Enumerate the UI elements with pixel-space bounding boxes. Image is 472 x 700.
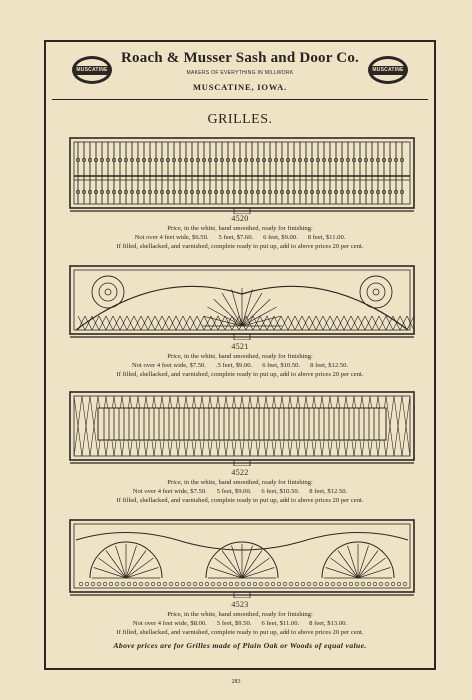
price-intro: Price, in the white, hand smoothed, ready for finishing: xyxy=(167,353,313,360)
page-header xyxy=(46,42,434,102)
price-8ft: 8 feet, $12.50. xyxy=(309,488,348,495)
price-6ft: 6 feet, $11.00. xyxy=(261,620,300,627)
price-row xyxy=(46,233,434,242)
price-6ft: 6 feet, $9.00. xyxy=(263,234,298,241)
seal-label: MUSCATINE xyxy=(76,67,108,73)
item-number: 4522 xyxy=(231,468,249,477)
price-5ft: 5 feet, $9.00. xyxy=(216,488,252,495)
page-title: GRILLES. xyxy=(207,112,273,127)
finish-note: If filled, shellacked, and varnished, complete ready to put up, add to above prices 20 per cent. xyxy=(116,371,364,378)
seal-label: MUSCATINE xyxy=(372,67,404,73)
item-number: 4520 xyxy=(231,214,249,223)
price-6ft: 6 feet, $10.50. xyxy=(261,488,300,495)
item-number: 4521 xyxy=(231,342,249,351)
price-4ft: Not over 4 feet wide, $6.50. xyxy=(134,234,209,241)
page-number: 283 xyxy=(231,679,241,685)
grille-4523-illustration xyxy=(68,518,416,598)
grille-4521-illustration xyxy=(68,264,416,340)
price-5ft: .5 feet, $9.00. xyxy=(215,362,253,369)
price-5ft: 5 feet, $9.50. xyxy=(216,620,252,627)
price-4ft: Not over 4 feet wide, $8.00. xyxy=(132,620,207,627)
price-8ft: 8 feet, $12.50. xyxy=(310,362,349,369)
price-4ft: Not over 4 feet wide, $7.50. xyxy=(131,362,206,369)
price-row xyxy=(46,361,434,370)
grille-4520-illustration xyxy=(68,136,416,214)
price-5ft: 5 feet, $7.60. xyxy=(218,234,254,241)
price-8ft: 8 feet, $13.00. xyxy=(309,620,348,627)
company-city: MUSCATINE, IOWA. xyxy=(192,82,288,92)
price-8ft: 8 feet, $11.00. xyxy=(307,234,346,241)
price-row xyxy=(46,619,434,628)
company-tagline: MAKERS OF EVERYTHING IN MILLWORK xyxy=(186,70,294,76)
header-divider xyxy=(52,99,428,100)
finish-note: If filled, shellacked, and varnished, complete ready to put up, add to above prices 20 per cent. xyxy=(116,243,364,250)
price-intro: Price, in the white, hand smoothed, ready for finishing: xyxy=(167,225,313,232)
price-intro: Price, in the white, hand smoothed, ready for finishing: xyxy=(167,479,313,486)
price-4ft: Not over 4 feet wide, $7.50. xyxy=(132,488,207,495)
price-row xyxy=(46,487,434,496)
muscatine-seal-right xyxy=(368,56,408,84)
company-name: Roach & Musser Sash and Door Co. xyxy=(121,50,359,66)
muscatine-seal-left xyxy=(72,56,112,84)
price-6ft: 6 feet, $10.50. xyxy=(262,362,301,369)
footer-note: Above prices are for Grilles made of Plain Oak or Woods of equal value. xyxy=(113,641,367,650)
grille-4522-illustration xyxy=(68,390,416,466)
catalog-page xyxy=(44,40,436,670)
item-number: 4523 xyxy=(231,600,249,609)
finish-note: If filled, shellacked, and varnished, complete ready to put up, add to above prices 20 per cent. xyxy=(116,629,364,636)
price-intro: Price, in the white, hand smoothed, ready for finishing: xyxy=(167,611,313,618)
finish-note: If filled, shellacked, and varnished, complete ready to put up, add to above prices 20 per cent. xyxy=(116,497,364,504)
